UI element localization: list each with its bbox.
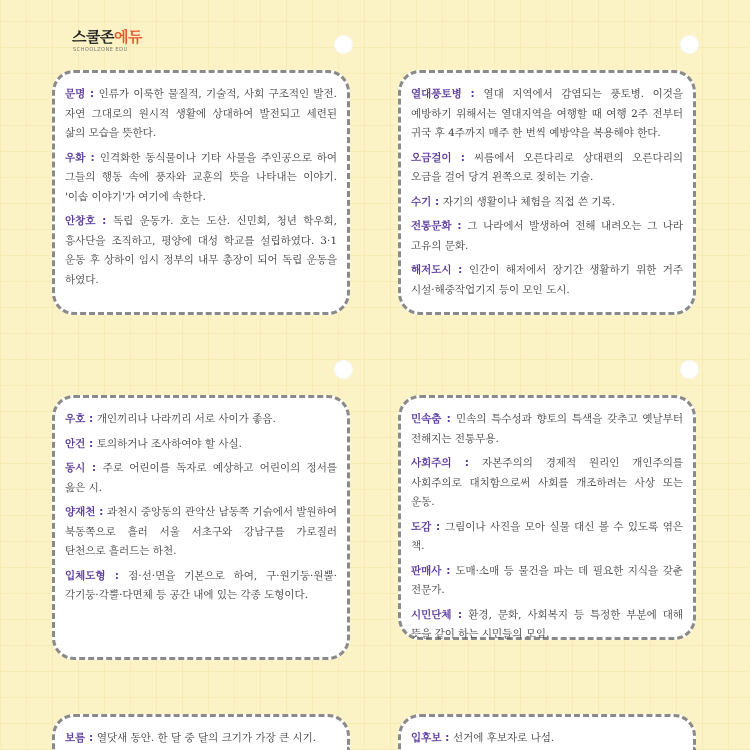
binder-hole xyxy=(334,360,353,379)
vocab-entry: 사회주의 : 자본주의의 경제적 원리인 개인주의를 사회주의로 대치함으로써 사회를 개조하려는 사상 또는 운동. xyxy=(411,457,683,508)
vocab-definition: 인격화한 동식물이나 기타 사물을 주인공으로 하여 그들의 행동 속에 풍자와 교훈의 뜻을 나타내는 이야기. '이솝 이야기'가 여기에 속한다. xyxy=(65,151,337,203)
vocab-definition: 자본주의의 경제적 원리인 개인주의를 사회주의로 대치함으로써 사회를 개조하려는 사상 또는 운동. xyxy=(411,457,683,508)
vocab-entry: 양재천 : 과천시 중앙동의 관악산 남동쪽 기슭에서 발원하여 북동쪽으로 흘러 서울 서초구와 강남구를 가로질러 탄천으로 흘러드는 하천. xyxy=(65,506,337,557)
vocab-definition: 점·선·면을 기본으로 하여, 구·원기둥·원뿔·각기둥·각뿔·다면체 등 공간 내에 있는 각종 도형이다. xyxy=(65,569,337,601)
vocab-term: 안창호 xyxy=(65,215,96,227)
vocab-definition: 개인끼리나 나라끼리 서로 사이가 좋음. xyxy=(96,413,276,425)
vocab-term: 입체도형 xyxy=(65,569,106,582)
vocab-term: 민속춤 xyxy=(411,413,442,425)
vocab-definition: 도매·소매 등 물건을 파는 데 필요한 지식을 갖춘 전문가. xyxy=(411,564,683,596)
logo-part2: 에듀 xyxy=(113,28,142,46)
vocab-term: 오금걸이 xyxy=(411,151,452,164)
vocab-entry: 수기 : 자기의 생활이나 체험을 직접 쓴 기록. xyxy=(411,195,615,208)
binder-hole xyxy=(334,35,353,54)
vocab-entry: 오금걸이 : 씨름에서 오른다리로 상대편의 오른다리의 오금을 걸어 당겨 왼쪽으로 젖히는 기술. xyxy=(411,151,683,183)
vocab-definition: 주로 어린이를 독자로 예상하고 어린이의 정서를 읊은 시. xyxy=(65,462,337,494)
binder-hole xyxy=(680,35,699,54)
vocab-definition: 과천시 중앙동의 관악산 남동쪽 기슭에서 발원하여 북동쪽으로 흘러 서울 서초구와 강남구를 가로질러 탄천으로 흘러드는 하천. xyxy=(65,506,337,557)
vocab-entry: 열대풍토병 : 열대 지역에서 감염되는 풍토병. 이것을 예방하기 위해서는 열대지역을 여행할 때 여행 2주 전부터 귀국 후 4주까지 매주 한 번씩 예방약을 복용해야 한다. xyxy=(411,88,683,139)
vocab-term: 보름 xyxy=(65,732,86,744)
vocab-term: 우화 xyxy=(65,151,86,164)
vocab-entry: 입체도형 : 점·선·면을 기본으로 하여, 구·원기둥·원뿔·각기둥·각뿔·다면체 등 공간 내에 있는 각종 도형이다. xyxy=(65,569,337,601)
vocab-card xyxy=(398,70,696,315)
vocab-entry: 보름 : 열닷새 동안. 한 달 중 달의 크기가 가장 큰 시기. xyxy=(65,732,317,744)
vocab-term: 전통문화 xyxy=(411,220,452,232)
vocab-definition: 인류가 이룩한 물질적, 기술적, 사회 구조적인 발전. 자연 그대로의 원시적 생활에 상대하여 발전되고 세련된 삶의 모습을 뜻한다. xyxy=(65,88,337,139)
vocab-definition: 선거에 후보자로 나섬. xyxy=(452,732,555,744)
vocab-entry: 시민단체 : 환경, 문화, 사회복지 등 특정한 부분에 대해 뜻을 같이 하는 시민들의 모임. xyxy=(411,608,683,640)
vocab-term: 수기 xyxy=(411,195,432,208)
vocab-entry: 문명 : 인류가 이룩한 물질적, 기술적, 사회 구조적인 발전. 자연 그대로의 원시적 생활에 상대하여 발전되고 세련된 삶의 모습을 뜻한다. xyxy=(65,88,337,139)
binder-hole xyxy=(680,360,699,379)
vocab-card xyxy=(52,395,350,660)
vocab-card xyxy=(398,714,696,750)
vocab-term: 시민단체 xyxy=(411,608,452,621)
vocab-definition: 토의하거나 조사하여야 할 사실. xyxy=(96,437,243,450)
vocab-entry: 안창호 : 독립 운동가. 호는 도산. 신민회, 청년 학우회, 흥사단을 조직하고, 평양에 대성 학교를 설립하였다. 3·1 운동 후 상하이 임시 정부의 내무 총장이 되어 독립 운동을 하였다. xyxy=(65,215,337,286)
vocab-entry: 우화 : 인격화한 동식물이나 기타 사물을 주인공으로 하여 그들의 행동 속에 풍자와 교훈의 뜻을 나타내는 이야기. '이솝 이야기'가 여기에 속한다. xyxy=(65,151,337,203)
vocab-term: 문명 xyxy=(65,88,86,100)
vocab-entry: 도감 : 그림이나 사진을 모아 실물 대신 볼 수 있도록 엮은 책. xyxy=(411,520,683,552)
vocab-card xyxy=(52,70,350,315)
vocab-term: 양재천 xyxy=(65,506,96,518)
vocab-term: 동시 xyxy=(65,462,86,474)
vocab-card xyxy=(52,714,350,750)
vocab-entry: 전통문화 : 그 나라에서 발생하여 전해 내려오는 그 나라 고유의 문화. xyxy=(411,220,683,252)
vocab-entry: 판매사 : 도매·소매 등 물건을 파는 데 필요한 지식을 갖춘 전문가. xyxy=(411,564,683,596)
vocab-definition: 열닷새 동안. 한 달 중 달의 크기가 가장 큰 시기. xyxy=(96,732,317,744)
vocab-definition: 씨름에서 오른다리로 상대편의 오른다리의 오금을 걸어 당겨 왼쪽으로 젖히는 기술. xyxy=(411,151,683,183)
vocab-card xyxy=(398,395,696,640)
vocab-definition: 그림이나 사진을 모아 실물 대신 볼 수 있도록 엮은 책. xyxy=(411,520,683,552)
vocab-term: 입후보 xyxy=(411,732,442,744)
logo-subtitle: SCHOOLZONE EDU xyxy=(73,47,128,53)
vocab-entry: 안건 : 토의하거나 조사하여야 할 사실. xyxy=(65,437,243,450)
vocab-definition: 민속의 특수성과 향토의 특색을 갖추고 옛날부터 전해지는 전통무용. xyxy=(411,413,683,445)
vocab-entry: 해저도시 : 인간이 해저에서 장기간 생활하기 위한 거주 시설·해중작업기지 등이 모인 도시. xyxy=(411,264,684,296)
vocab-entry: 우호 : 개인끼리나 나라끼리 서로 사이가 좋음. xyxy=(65,413,276,425)
vocab-term: 안건 xyxy=(65,437,86,450)
vocab-definition: 인간이 해저에서 장기간 생활하기 위한 거주 시설·해중작업기지 등이 모인 도시. xyxy=(411,264,684,296)
vocab-entry: 민속춤 : 민속의 특수성과 향토의 특색을 갖추고 옛날부터 전해지는 전통무용. xyxy=(411,413,683,445)
vocab-term: 해저도시 xyxy=(411,264,452,276)
vocab-term: 판매사 xyxy=(411,564,442,577)
logo xyxy=(72,30,142,45)
vocab-term: 도감 xyxy=(411,520,432,533)
vocab-definition: 자기의 생활이나 체험을 직접 쓴 기록. xyxy=(442,195,615,208)
logo-part1: 스쿨존 xyxy=(72,28,114,46)
vocab-entry: 입후보 : 선거에 후보자로 나섬. xyxy=(411,732,555,744)
vocab-definition: 독립 운동가. 호는 도산. 신민회, 청년 학우회, 흥사단을 조직하고, 평양에 대성 학교를 설립하였다. 3·1 운동 후 상하이 임시 정부의 내무 총장이 되어 독립 운동을 하였다. xyxy=(65,215,337,286)
vocab-definition: 환경, 문화, 사회복지 등 특정한 부분에 대해 뜻을 같이 하는 시민들의 모임. xyxy=(411,608,683,640)
vocab-definition: 그 나라에서 발생하여 전해 내려오는 그 나라 고유의 문화. xyxy=(411,220,683,252)
vocab-term: 사회주의 xyxy=(411,457,452,469)
vocab-term: 열대풍토병 xyxy=(411,88,462,100)
vocab-term: 우호 xyxy=(65,413,86,425)
vocab-definition: 열대 지역에서 감염되는 풍토병. 이것을 예방하기 위해서는 열대지역을 여행할 때 여행 2주 전부터 귀국 후 4주까지 매주 한 번씩 예방약을 복용해야 한다. xyxy=(411,88,683,139)
vocab-entry: 동시 : 주로 어린이를 독자로 예상하고 어린이의 정서를 읊은 시. xyxy=(65,462,337,494)
